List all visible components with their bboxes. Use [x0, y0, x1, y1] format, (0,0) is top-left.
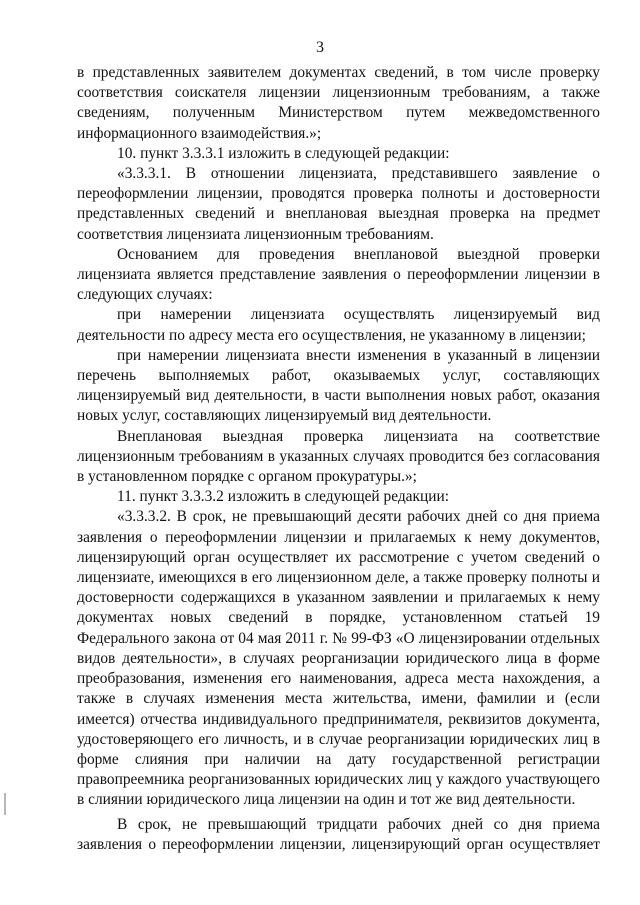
paragraph-item-10: 10. пункт 3.3.3.1 изложить в следующей редакции:: [117, 144, 450, 162]
paragraph-3-3-3-2: «3.3.3.2. В срок, не превышающий десяти рабочих дней со дня приема заявления о переоформлении лицензии и прилагаемых к нему документов, лицензирующий орган осуществляет их рассмотрение с учетом сведений о лицензиате, имеющихся в его лицензионном деле, а также проверку полноты и достоверности содержащихся в указанном заявлении и прилагаемых к нему документах новых сведений в порядке, установленном статьей 19 Федерального закона от 04 мая 2011 г. № 99-ФЗ «О лицензировании отдельных видов деятельности», в случаях реорганизации юридического лица в форме преобразования, изменения его наименования, адреса места нахождения, а также в случаях изменения места жительства, имени, фамилии и (если имеется) отчества индивидуального предпринимателя, реквизитов документа, удостоверяющего его личность, и в случае реорганизации юридических лиц в форме слияния при наличии на дату государственной регистрации правопреемника реорганизованных юридических лиц у каждого участвующего в слиянии юридического лица лицензии на один и тот же вид деятельности.: [77, 508, 600, 809]
page-number: 3: [316, 39, 324, 56]
paragraph-grounds: Основанием для проведения внеплановой выездной проверки лицензиата является представление заявления о переоформлении лицензии в следующих случаях:: [77, 245, 600, 304]
document-body: [77, 63, 600, 855]
scan-margin-mark: [4, 793, 6, 815]
paragraph-unscheduled-check: Внеплановая выездная проверка лицензиата на соответствие лицензионным требованиям в указанных случаях проводится без согласования в установленном порядке с органом прокуратуры.»;: [77, 427, 600, 486]
paragraph-case-address: при намерении лицензиата осуществлять лицензируемый вид деятельности по адресу места его осуществления, не указанному в лицензии;: [77, 306, 600, 344]
paragraph-item-11: 11. пункт 3.3.3.2 изложить в следующей редакции:: [117, 488, 449, 506]
paragraph-thirty-days: В срок, не превышающий тридцати рабочих дней со дня приема заявления о переоформлении лицензии, лицензирующий орган осуществляет: [77, 815, 600, 853]
paragraph-3-3-3-1: «3.3.3.1. В отношении лицензиата, представившего заявление о переоформлении лицензии, проводятся проверка полноты и достоверности представленных сведений и внеплановая выездная проверка на предмет соответствия лицензиата лицензионным требованиям.: [77, 165, 600, 243]
paragraph-continuation: в представленных заявителем документах сведений, в том числе проверку соответствия соискателя лицензии лицензионным требованиям, а также сведениям, полученным Министерством путем межведомственного информационного взаимодействия.»;: [77, 64, 600, 142]
paragraph-case-works: при намерении лицензиата внести изменения в указанный в лицензии перечень выполняемых работ, оказываемых услуг, составляющих лицензируемый вид деятельности, в части выполнения новых работ, оказания новых услуг, составляющих лицензируемый вид деятельности.: [77, 346, 600, 425]
